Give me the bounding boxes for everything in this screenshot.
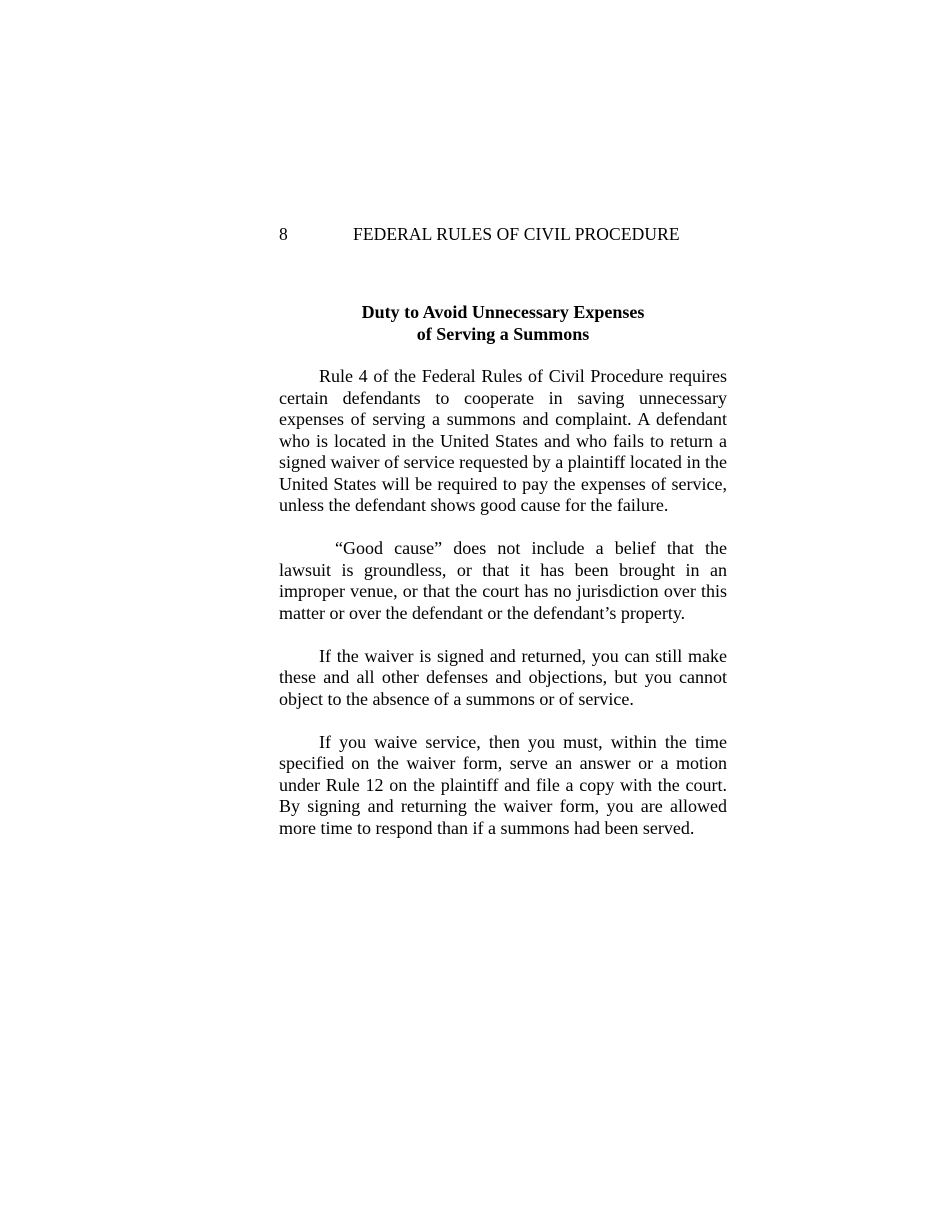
section-title (279, 301, 727, 345)
body-text (279, 366, 727, 861)
paragraph-good-cause: “Good cause” does not include a belief that the lawsuit is groundless, or that it has been brought in an improper venue, or that the court has no jurisdiction over this matter or over the defendant or the defendant’s property. (279, 538, 727, 623)
paragraph-waive-service: If you waive service, then you must, within the time specified on the waiver form, serve an answer or a motion under Rule 12 on the plaintiff and file a copy with the court. By signing and returning the waiver form, you are allowed more time to respond than if a summons had been served. (279, 731, 727, 838)
running-title: FEDERAL RULES OF CIVIL PROCEDURE (353, 224, 680, 244)
section-title-line-1: Duty to Avoid Unnecessary Expenses (361, 302, 645, 322)
page-header (279, 222, 727, 246)
section-title-line-2: of Serving a Summons (416, 324, 590, 344)
page-number: 8 (279, 224, 288, 244)
paragraph-waiver-signed: If the waiver is signed and returned, you can still make these and all other defenses and objections, but you cannot object to the absence of a summons or of service. (279, 645, 727, 709)
paragraph-rule-4: Rule 4 of the Federal Rules of Civil Procedure requires certain defendants to cooperate in saving unnecessary expenses of serving a summons and complaint. A defendant who is located in the United States and who fails to return a signed waiver of service requested by a plaintiff located in the United States will be required to pay the expenses of service, unless the defendant shows good cause for the failure. (279, 366, 727, 515)
